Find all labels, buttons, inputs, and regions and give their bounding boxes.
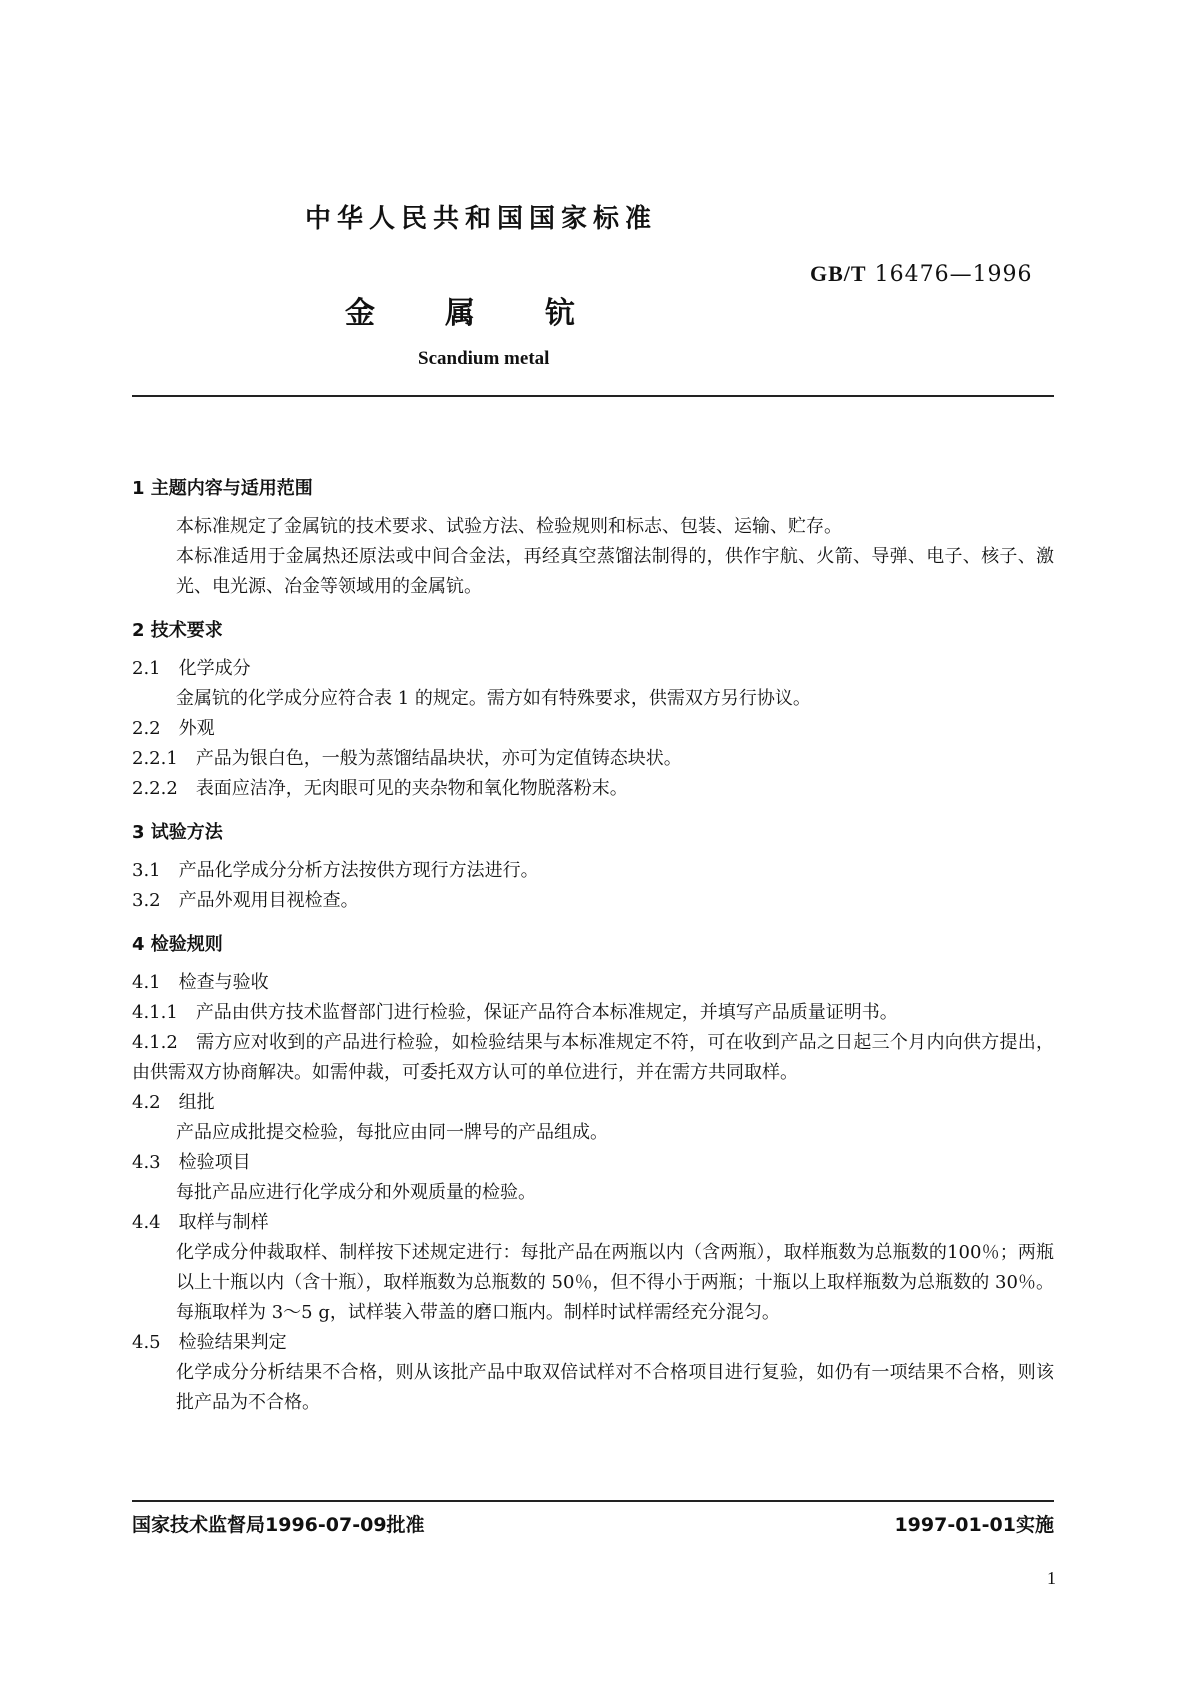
- clause-item: [132, 654, 1054, 684]
- title-char-3: 钪: [545, 296, 575, 331]
- clause-item: [132, 1088, 1054, 1118]
- paragraph: 每批产品应进行化学成分和外观质量的检验。: [176, 1182, 536, 1203]
- clause-number: 4.1.2: [132, 1032, 178, 1053]
- clause-text: 组批: [178, 1092, 215, 1113]
- header-divider: [132, 395, 1054, 397]
- section-heading-2: 2 技术要求: [132, 620, 223, 641]
- code-prefix: GB/T: [810, 261, 867, 286]
- clause-item: [132, 856, 1054, 886]
- paragraph: 本标准规定了金属钪的技术要求、试验方法、检验规则和标志、包装、运输、贮存。: [176, 516, 842, 537]
- clause-text: 产品化学成分分析方法按供方现行方法进行。: [178, 860, 539, 881]
- clause-text: 检验项目: [178, 1152, 251, 1173]
- paragraph: 化学成分分析结果不合格，则从该批产品中取双倍试样对不合格项目进行复验，如仍有一项结果不合格，则该批产品为不合格。: [176, 1362, 1054, 1413]
- clause-item: [132, 1328, 1054, 1358]
- clause-number: 2.1: [132, 658, 161, 679]
- paragraph: 产品应成批提交检验，每批应由同一牌号的产品组成。: [176, 1122, 608, 1143]
- national-standard-label: 中华人民共和国国家标准: [305, 204, 658, 234]
- code-number: 16476—1996: [874, 262, 1033, 287]
- clause-text: 产品由供方技术监督部门进行检验，保证产品符合本标准规定，并填写产品质量证明书。: [195, 1002, 898, 1023]
- title-char-1: 金: [345, 296, 375, 331]
- clause-number: 4.1: [132, 972, 161, 993]
- clause-text: 检查与验收: [178, 972, 269, 993]
- clause-text: 检验结果判定: [178, 1332, 287, 1353]
- clause-item: [132, 1028, 1054, 1088]
- clause-item: [132, 744, 1054, 774]
- section-heading-3: 3 试验方法: [132, 822, 223, 843]
- clause-text: 化学成分: [178, 658, 251, 679]
- footer-divider: [132, 1500, 1054, 1502]
- page-number: 1: [1047, 1568, 1056, 1588]
- clause-number: 4.4: [132, 1212, 161, 1233]
- clause-number: 4.5: [132, 1332, 161, 1353]
- clause-number: 3.1: [132, 860, 161, 881]
- clause-number: 2.2: [132, 718, 161, 739]
- implementation-date: 1997-01-01实施: [894, 1514, 1054, 1536]
- standard-code: [810, 261, 1033, 287]
- document-body: [132, 474, 1054, 1418]
- section-heading-4: 4 检验规则: [132, 934, 223, 955]
- title-char-2: 属: [445, 296, 475, 331]
- section-heading-1: 1 主题内容与适用范围: [132, 478, 313, 499]
- clause-item: [132, 714, 1054, 744]
- paragraph: 金属钪的化学成分应符合表 1 的规定。需方如有特殊要求，供需双方另行协议。: [176, 688, 811, 709]
- clause-number: 3.2: [132, 890, 161, 911]
- clause-item: [132, 968, 1054, 998]
- paragraph: 本标准适用于金属热还原法或中间合金法，再经真空蒸馏法制得的，供作宇航、火箭、导弹、电子、核子、激光、电光源、冶金等领域用的金属钪。: [176, 546, 1054, 597]
- clause-text: 需方应对收到的产品进行检验，如检验结果与本标准规定不符，可在收到产品之日起三个月内向供方提出，由供需双方协商解决。如需仲裁，可委托双方认可的单位进行，并在需方共同取样。: [132, 1032, 1054, 1083]
- clause-item: [132, 1148, 1054, 1178]
- clause-number: 4.1.1: [132, 1002, 178, 1023]
- english-title: Scandium metal: [418, 348, 550, 369]
- clause-text: 表面应洁净，无肉眼可见的夹杂物和氧化物脱落粉末。: [195, 778, 628, 799]
- clause-item: [132, 886, 1054, 916]
- clause-text: 产品为银白色，一般为蒸馏结晶块状，亦可为定值铸态块状。: [195, 748, 682, 769]
- approval-date: 国家技术监督局1996-07-09批准: [132, 1514, 425, 1536]
- clause-number: 2.2.1: [132, 748, 178, 769]
- document-title: [345, 288, 645, 332]
- clause-number: 4.3: [132, 1152, 161, 1173]
- clause-number: 2.2.2: [132, 778, 178, 799]
- clause-text: 取样与制样: [178, 1212, 269, 1233]
- paragraph: 化学成分仲裁取样、制样按下述规定进行：每批产品在两瓶以内（含两瓶），取样瓶数为总瓶数的100％；两瓶以上十瓶以内（含十瓶），取样瓶数为总瓶数的 50％，但不得小于两瓶；十瓶以上取样瓶数为总瓶数的 30％。每瓶取样为 3～5 g，试样装入带盖的磨口瓶内。制样时试样需经充分混匀。: [176, 1242, 1054, 1323]
- clause-item: [132, 1208, 1054, 1238]
- clause-item: [132, 774, 1054, 804]
- clause-item: [132, 998, 1054, 1028]
- clause-text: 产品外观用目视检查。: [178, 890, 359, 911]
- clause-number: 4.2: [132, 1092, 161, 1113]
- clause-text: 外观: [178, 718, 215, 739]
